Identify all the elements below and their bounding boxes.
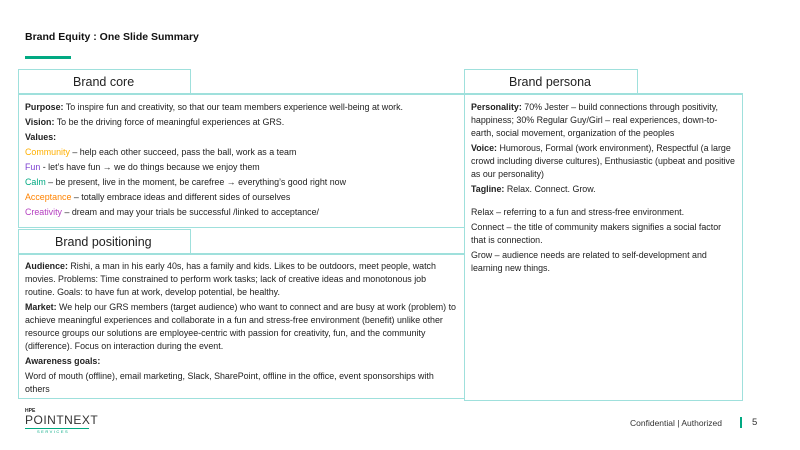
audience-paragraph [25, 260, 458, 299]
awareness-label: Awareness goals: [25, 356, 101, 366]
value-name: Community [25, 147, 70, 157]
personality-label: Personality: [471, 102, 522, 112]
title-underline [25, 56, 71, 59]
vision-label: Vision: [25, 117, 55, 127]
voice-paragraph [471, 142, 736, 181]
value-desc: – dream and may your trials be successful /linked to acceptance/ [62, 207, 320, 217]
brand-core-header-label: Brand core [73, 74, 135, 89]
purpose-text: To inspire fun and creativity, so that our team members experience well-being at work. [63, 102, 404, 112]
logo-services-text: SERVICES [37, 429, 70, 434]
personality-text: 70% Jester – build connections through positivity, happiness; 30% Regular Guy/Girl – real experiences, down-to-earth, social movement, organization of the peoples [471, 102, 718, 138]
market-text: We help our GRS members (target audience) who want to connect and are busy at work (problem) to achieve meaningful experiences and collaborate in a fun and stress-free environment (benefit) unlike other resource groups our solutions are employee-centric with passion for creativity, fun, and the community (difference). Focus on interaction during the event. [25, 302, 456, 351]
grow-text: Grow – audience needs are related to self-development and learning new things. [471, 250, 707, 273]
value-creativity [25, 206, 458, 219]
audience-label: Audience: [25, 261, 68, 271]
value-desc: - let’s have fun → we do things because we enjoy them [40, 162, 260, 172]
voice-text: Humorous, Formal (work environment), Respectful (a large crowd including diverse cultures), Enthusiastic (upbeat and positive as our personality) [471, 143, 735, 179]
values-label: Values: [25, 132, 57, 142]
value-desc: – totally embrace ideas and different sides of ourselves [71, 192, 291, 202]
page-number: 5 [752, 417, 758, 428]
brand-core-box [18, 94, 465, 228]
awareness-text: Word of mouth (offline), email marketing, Slack, SharePoint, offline in the office, event sponsorships with others [25, 371, 434, 394]
brand-positioning-header [18, 229, 191, 254]
value-name: Acceptance [25, 192, 72, 202]
value-fun [25, 161, 458, 174]
brand-positioning-header-label: Brand positioning [55, 234, 152, 249]
connect-text: Connect – the title of community makers signifies a social factor that is connection. [471, 222, 722, 245]
logo-pointnext-text: POINTNEXT [25, 413, 99, 427]
brand-core-header [18, 69, 191, 94]
value-calm [25, 176, 458, 189]
value-desc: – be present, live in the moment, be carefree → everything’s good right now [45, 177, 346, 187]
audience-text: Rishi, a man in his early 40s, has a family and kids. Likes to be outdoors, meet people, watch movies. Problems: Time constrained to perform work tasks; lack of creative ideas and monotonous job routine. Goals: to have fun at work, develop potential, be healthy. [25, 261, 436, 297]
hpe-pointnext-logo [25, 408, 98, 434]
market-label: Market: [25, 302, 57, 312]
footer-divider [740, 417, 742, 428]
value-name: Fun [25, 162, 41, 172]
value-name: Creativity [25, 207, 62, 217]
logo-hpe-text: HPE [25, 408, 36, 414]
purpose-line [25, 101, 458, 114]
value-desc: – help each other succeed, pass the ball, work as a team [69, 147, 297, 157]
market-paragraph [25, 301, 458, 353]
value-name: Calm [25, 177, 46, 187]
value-community [25, 146, 458, 159]
tagline-paragraph [471, 183, 736, 196]
vision-line [25, 116, 458, 129]
confidential-label: Confidential | Authorized [630, 418, 722, 428]
personality-paragraph [471, 101, 736, 140]
voice-label: Voice: [471, 143, 497, 153]
relax-text: Relax – referring to a fun and stress-free environment. [471, 207, 685, 217]
slide-title: Brand Equity : One Slide Summary [25, 31, 199, 43]
brand-persona-box [464, 94, 743, 401]
brand-persona-header [464, 69, 638, 94]
tagline-text: Relax. Connect. Grow. [504, 184, 596, 194]
purpose-label: Purpose: [25, 102, 64, 112]
brand-positioning-box [18, 254, 465, 399]
value-acceptance [25, 191, 458, 204]
tagline-label: Tagline: [471, 184, 505, 194]
vision-text: To be the driving force of meaningful experiences at GRS. [54, 117, 285, 127]
spacer [471, 198, 736, 206]
brand-persona-header-label: Brand persona [509, 74, 592, 89]
